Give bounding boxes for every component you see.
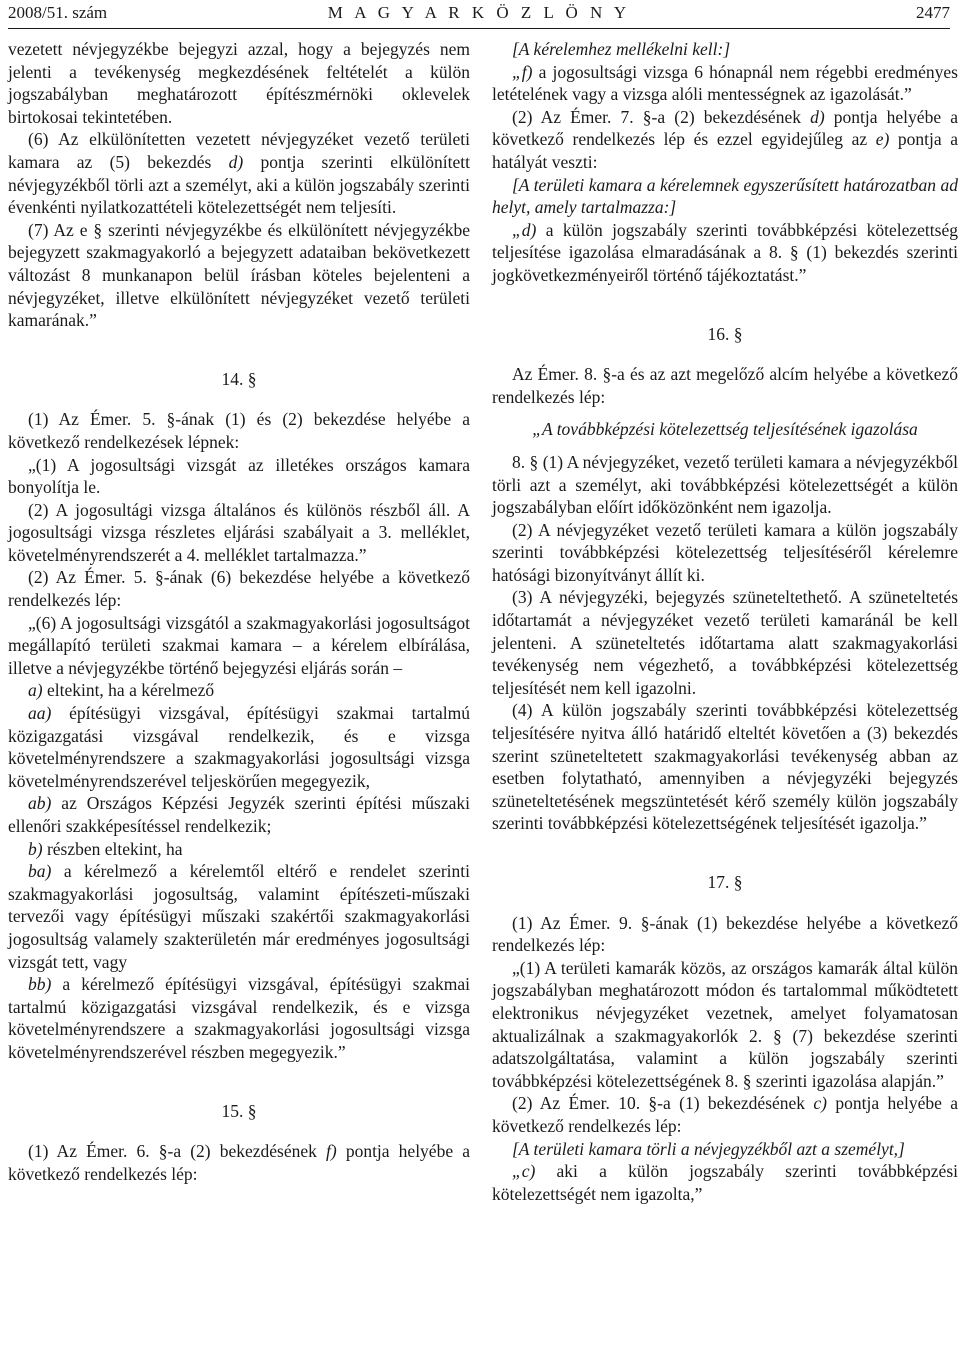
paragraph: (3) A névjegyzéki, bejegyzés szüneteltethető. A szüneteltetés időtartamát a névjegyzéket vezető területi kamaránál be kell jelenteni. A szüneteltetés időtartama alatt szakmagyakorlási tevékenység nem végezhető, a továbbképzési kötelezettség teljesítését nem kell igazolni. <box>492 587 958 698</box>
paragraph: „(1) A területi kamarák közös, az országos kamarák által külön jogszabályban meghatározott módon és tartalommal működtetett elektronikus névjegyzéket vezetnek, amelyet folyamatosan aktualizálnak a szakmagyakorlók 2. § (7) bekezdése szerinti adatszolgáltatása, valamint a külön jogszabály szerinti továbbképzési kötelezettségének 8. § szerinti igazolása alapján.” <box>492 957 958 1091</box>
list-item: ba) a kérelmező a kérelemtől eltérő e rendelet szerinti szakmagyakorlási jogosultság, valamint építészeti-műszaki tervezői vagy építésügyi műszaki szakértői szakmagyakorlási jogosultság valamely szakterületén már eredményes jogosultsági vizsgát tett, vagy <box>8 861 470 972</box>
paragraph: Az Émer. 8. §-a és az azt megelőző alcím helyébe a következő rendelkezés lép: <box>492 364 958 407</box>
subtitle: „A továbbképzési kötelezettség teljesítésének igazolása <box>532 419 918 440</box>
section-heading-15: 15. § <box>221 1100 257 1121</box>
paragraph: (2) Az Émer. 7. §-a (2) bekezdésének d) pontja helyébe a következő rendelkezés lép és ezzel egyidejűleg az e) pontja a hatályát veszti: <box>492 106 959 172</box>
paragraph: 8. § (1) A névjegyzéket, vezető területi kamara a névjegyzékből törli azt a személyt, aki továbbképzési kötelezettségét a külön jogszabályban előírt időközönként nem igazolja. <box>492 451 958 518</box>
paragraph: (4) A külön jogszabály szerinti továbbképzési kötelezettség teljesítésére nyitva álló határidő elteltét követően a (3) bekezdés szerint szüneteltetett szakmagyakorlási tevékenység abban az esetben folytatható, amennyiben a névjegyzéki bejegyzés szüneteltetésének megszüntetését kérő személy külön jogszabály szerinti továbbképzési kötelezettségének teljesítését igazolja.” <box>492 700 958 834</box>
section-heading-16: 16. § <box>707 323 743 344</box>
list-item: „f) a jogosultsági vizsga 6 hónapnál nem régebbi eredményes letételének vagy a vizsga alóli mentességnek az igazolását.” <box>492 61 958 105</box>
bracket-note: [A területi kamara a kérelemnek egyszerűsített határozatban ad helyt, amely tartalmazza:] <box>492 174 958 218</box>
paragraph: (6) Az elkülönítetten vezetett névjegyzéket vezető területi kamara az (5) bekezdés d) pontja szerinti elkülönített névjegyzékből törli azt a személyt, aki a külön jogszabály szerinti évenkénti nyilatkozattételi kötelezettségét nem teljesíti. <box>8 129 471 218</box>
paragraph: (1) Az Émer. 9. §-ának (1) bekezdése helyébe a következő rendelkezés lép: <box>492 912 958 956</box>
issue-number: 2008/51. szám <box>8 3 108 22</box>
bracket-note: [A területi kamara törli a névjegyzékből azt a személyt,] <box>512 1138 905 1159</box>
paragraph: (1) Az Émer. 6. §-a (2) bekezdésének f) pontja helyébe a következő rendelkezés lép: <box>8 1141 470 1184</box>
right-column <box>492 38 958 1205</box>
paragraph: (2) A jogosultági vizsga általános és különös részből áll. A jogosultsági vizsga részletes eljárási szabályait a 3. melléklet, követelményrendszerét a 4. melléklet tartalmazza.” <box>8 499 470 565</box>
page-header <box>8 2 950 26</box>
paragraph: (2) A névjegyzéket vezető területi kamara a külön jogszabály szerinti továbbképzési kötelezettség teljesítéséről kérelemre hatósági bizonyítványt állít ki. <box>492 519 958 585</box>
list-item: b) részben eltekint, ha <box>28 838 183 859</box>
list-item: a) eltekint, ha a kérelmező <box>28 680 215 701</box>
paragraph: (7) Az e § szerinti névjegyzékbe és elkülönített névjegyzékbe bejegyzett szakmagyakorló a bejegyzett adataiban bekövetkezett változást 8 munkanapon belül írásban köteles bejelenteni a névjegyzéket, illetve elkülönített névjegyzéket vezető területi kamarának.” <box>8 219 470 331</box>
bracket-note: [A kérelemhez mellékelni kell:] <box>512 39 731 59</box>
page-number: 2477 <box>916 3 950 22</box>
list-item: „c) aki a külön jogszabály szerinti továbbképzési kötelezettségét nem igazolta,” <box>492 1161 958 1204</box>
list-item: „d) a külön jogszabály szerinti továbbképzési kötelezettség teljesítése igazolása elmaradásának a 8. § (1) bekezdés szerinti jogkövetkezményeiről történő tájékoztatást.” <box>492 219 958 285</box>
section-heading-14: 14. § <box>221 368 257 389</box>
header-rule <box>8 28 950 29</box>
section-heading-17: 17. § <box>707 872 743 892</box>
paragraph: (2) Az Émer. 5. §-ának (6) bekezdése helyébe a következő rendelkezés lép: <box>8 567 470 611</box>
list-item: bb) a kérelmező építésügyi vizsgával, építésügyi szakmai tartalmú közigazgatási vizsgával rendelkezik, és e vizsga követelményrendszere a szakmagyakorlási jogosultsági vizsga követelményrendszerével részben megegyezik.” <box>8 974 470 1062</box>
paragraph: „(6) A jogosultsági vizsgától a szakmagyakorlási jogosultságot megállapító területi szakmai kamara – a kérelem elbírálása, illetve a névjegyzékbe történő bejegyzési eljárás során – <box>8 612 470 678</box>
list-item: ab) az Országos Képzési Jegyzék szerinti építési műszaki ellenőri szakképesítéssel rendelkezik; <box>8 793 470 836</box>
paragraph: „(1) A jogosultsági vizsgát az illetékes országos kamara bonyolítja le. <box>8 454 470 498</box>
journal-title: M A G Y A R K Ö Z L Ö N Y <box>327 3 631 22</box>
list-item: aa) építésügyi vizsgával, építésügyi szakmai tartalmú közigazgatási vizsgával rendelkezik, és e vizsga követelményrendszere a szakmagyakorlási jogosultsági vizsga követelményrendszerével teljeskörűen megegyezik, <box>8 703 470 791</box>
left-column <box>8 38 470 1185</box>
paragraph: (1) Az Émer. 5. §-ának (1) és (2) bekezdése helyébe a következő rendelkezések lépnek: <box>8 409 470 452</box>
paragraph: vezetett névjegyzékbe bejegyzi azzal, hogy a bejegyzés nem jelenti a tevékenység megkezdésének feltételét a külön jogszabályban meghatározott építészmérnöki oklevelek birtokosai tekintetében. <box>8 39 470 127</box>
paragraph: (2) Az Émer. 10. §-a (1) bekezdésének c) pontja helyébe a következő rendelkezés lép: <box>492 1093 958 1136</box>
